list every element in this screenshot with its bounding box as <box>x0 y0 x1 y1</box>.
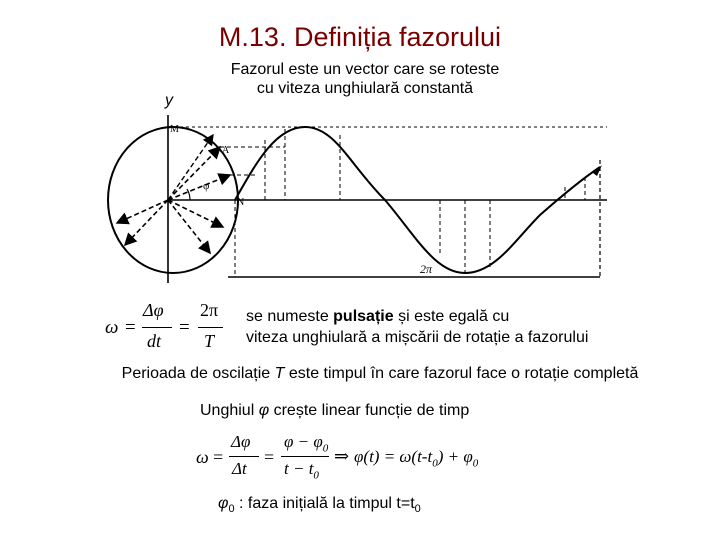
pulsation-text-a: se numeste <box>246 308 334 325</box>
label-2pi: 2π <box>420 262 433 276</box>
eq2-equals-1: = <box>213 447 224 467</box>
eq2-den2-text: t − t <box>284 459 314 478</box>
eq1-omega: ω <box>105 317 119 338</box>
eq1-equals-2: = <box>179 317 190 338</box>
eq2-implies-arrow: ⇒ <box>334 446 350 466</box>
eq2-rhs <box>354 447 478 469</box>
initial-phase-symbol: φ <box>218 495 229 512</box>
initial-phase-sub-2: 0 <box>414 503 421 516</box>
eq1-fraction-bar <box>142 327 172 328</box>
period-text-a: Perioada de oscilație <box>121 365 275 382</box>
phasor-diagram <box>95 105 615 285</box>
eq1-numerator-2: 2π <box>200 300 219 320</box>
subtitle-line-1: Fazorul este un vector care se roteste <box>230 61 500 78</box>
label-m: M <box>170 124 179 135</box>
eq2-equals-2: = <box>264 447 275 467</box>
eq2-rhs-sub: 0 <box>432 457 438 470</box>
phasor-vector <box>168 175 230 200</box>
page-title: M.13. Definiția fazorului <box>218 22 502 52</box>
eq1-denominator: dt <box>147 331 162 351</box>
phasor-vector <box>125 200 168 245</box>
eq1-numerator: Δφ <box>143 300 164 320</box>
period-text-b: este timpul în care fazorul face o rotație completă <box>284 365 639 382</box>
eq2-rhs-text: φ(t) = ω(t-t <box>354 447 433 466</box>
pulsation-line-1 <box>246 306 588 327</box>
phasor-vector <box>168 200 210 253</box>
phasor-vector <box>168 147 220 200</box>
angle-arc <box>187 189 190 200</box>
eq2-rhs-sub-2: 0 <box>472 457 479 470</box>
eq2-num2-sub: 0 <box>322 442 329 455</box>
pulsation-text <box>246 306 588 348</box>
eq2-num2-text: φ − φ <box>284 432 323 451</box>
pulsation-text-b: și este egală cu <box>393 308 510 325</box>
initial-phase-sub: 0 <box>228 503 235 516</box>
initial-phase-text <box>218 495 421 515</box>
eq2-fraction-bar <box>229 456 259 457</box>
angle-text-a: Unghiul <box>200 402 259 419</box>
angle-text <box>200 402 469 420</box>
eq1-denominator-2: T <box>204 331 215 351</box>
eq2-numerator: Δφ <box>231 432 251 451</box>
eq2-numerator-2 <box>284 432 328 454</box>
pulsation-term: pulsație <box>333 308 394 325</box>
angle-symbol: φ <box>258 402 270 419</box>
label-n: N <box>237 197 245 208</box>
label-a: A <box>222 145 230 156</box>
phasor-vector <box>117 200 168 223</box>
period-text <box>0 365 720 383</box>
eq1-equals-1: = <box>125 317 136 338</box>
eq2-omega: ω <box>196 447 209 467</box>
eq2-fraction-bar-2 <box>281 456 329 457</box>
pulsation-line-2: viteza unghiulară a mișcării de rotație a fazorului <box>246 329 589 346</box>
period-symbol: T <box>274 365 285 382</box>
label-phi: φ <box>203 180 210 192</box>
angle-text-b: crește linear funcție de timp <box>269 402 470 419</box>
eq2-denominator-2 <box>284 459 319 481</box>
eq2-denominator: Δt <box>232 459 247 478</box>
subtitle <box>200 60 530 98</box>
equation-omega <box>105 300 225 358</box>
eq2-den2-sub: 0 <box>313 469 319 482</box>
eq1-fraction-bar-2 <box>198 327 223 328</box>
eq2-rhs-end: ) + φ <box>437 447 473 466</box>
equation-phase <box>196 432 496 484</box>
y-axis-label: y <box>165 92 173 109</box>
subtitle-line-2: cu viteza unghiulară constantă <box>256 80 474 97</box>
initial-phase-desc: : faza inițială la timpul t=t <box>234 495 415 512</box>
phasor-vector <box>168 200 223 227</box>
